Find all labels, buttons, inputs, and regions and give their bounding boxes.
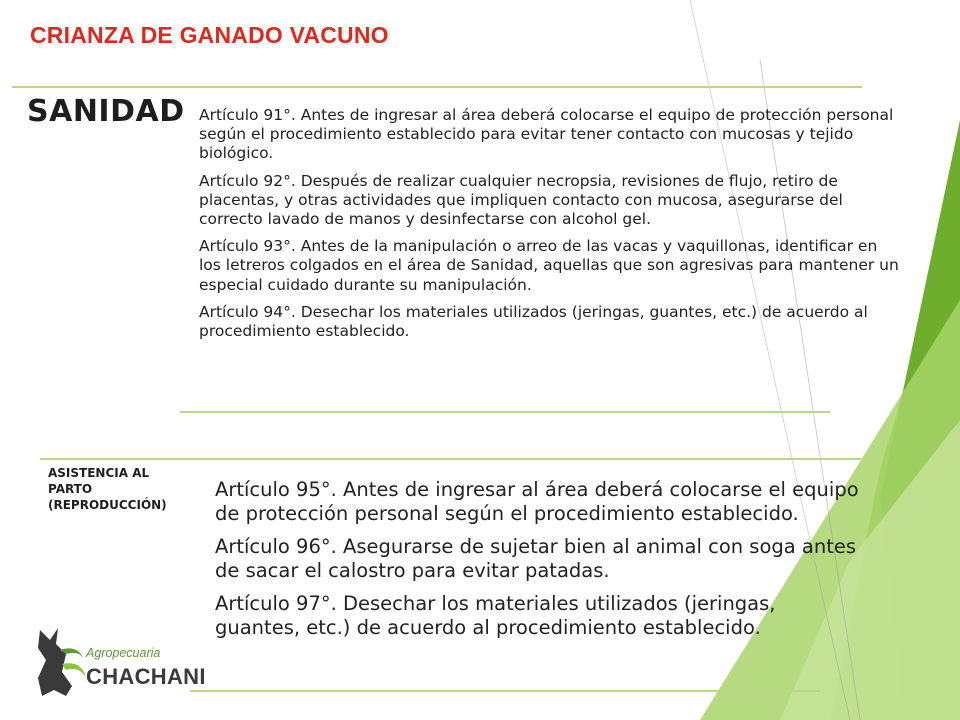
divider-mid-1 — [180, 411, 830, 413]
article-93: Artículo 93°. Antes de la manipulación o arreo de las vacas y vaquillonas, identificar en los letreros colgados en el área de Sanidad, aquellas que son agresivas para mantener un especial cuidado durante su manipulación. — [199, 237, 899, 294]
divider-mid-2 — [40, 458, 875, 460]
logo-subtitle: Agropecuaria — [86, 646, 161, 660]
article-91: Artículo 91°. Antes de ingresar al área deberá colocarse el equipo de protección personal según el procedimiento establecido para evitar tener contacto con mucosas y tejido biológico. — [199, 106, 894, 163]
logo-name: CHACHANI — [86, 664, 206, 689]
chachani-logo-icon — [32, 620, 202, 705]
article-92: Artículo 92°. Después de realizar cualquier necropsia, revisiones de flujo, retiro de placentas, y otras actividades que impliquen contacto con mucosa, asegurarse del correcto lavado de manos y desinfectarse con alcohol gel. — [199, 171, 843, 229]
asistencia-articles — [215, 478, 865, 649]
page-title: CRIANZA DE GANADO VACUNO — [30, 22, 389, 48]
sanidad-articles — [199, 106, 899, 349]
section-heading-sanidad: SANIDAD — [27, 94, 185, 129]
divider-bottom — [190, 690, 820, 692]
article-94: Artículo 94°. Desechar los materiales utilizados (jeringas, guantes, etc.) de acuerdo al procedimiento establecido. — [199, 302, 868, 341]
article-95: Artículo 95°. Antes de ingresar al área deberá colocarse el equipo de protección personal según el procedimiento establecido. — [215, 478, 859, 525]
section-heading-asistencia: ASISTENCIA AL PARTO (REPRODUCCIÓN) — [48, 466, 167, 512]
divider-top — [12, 86, 862, 88]
article-96: Artículo 96°. Asegurarse de sujetar bien al animal con soga antes de sacar el calostro para evitar patadas. — [215, 535, 857, 582]
article-97: Artículo 97°. Desechar los materiales utilizados (jeringas, guantes, etc.) de acuerdo al procedimiento establecido. — [215, 592, 776, 639]
